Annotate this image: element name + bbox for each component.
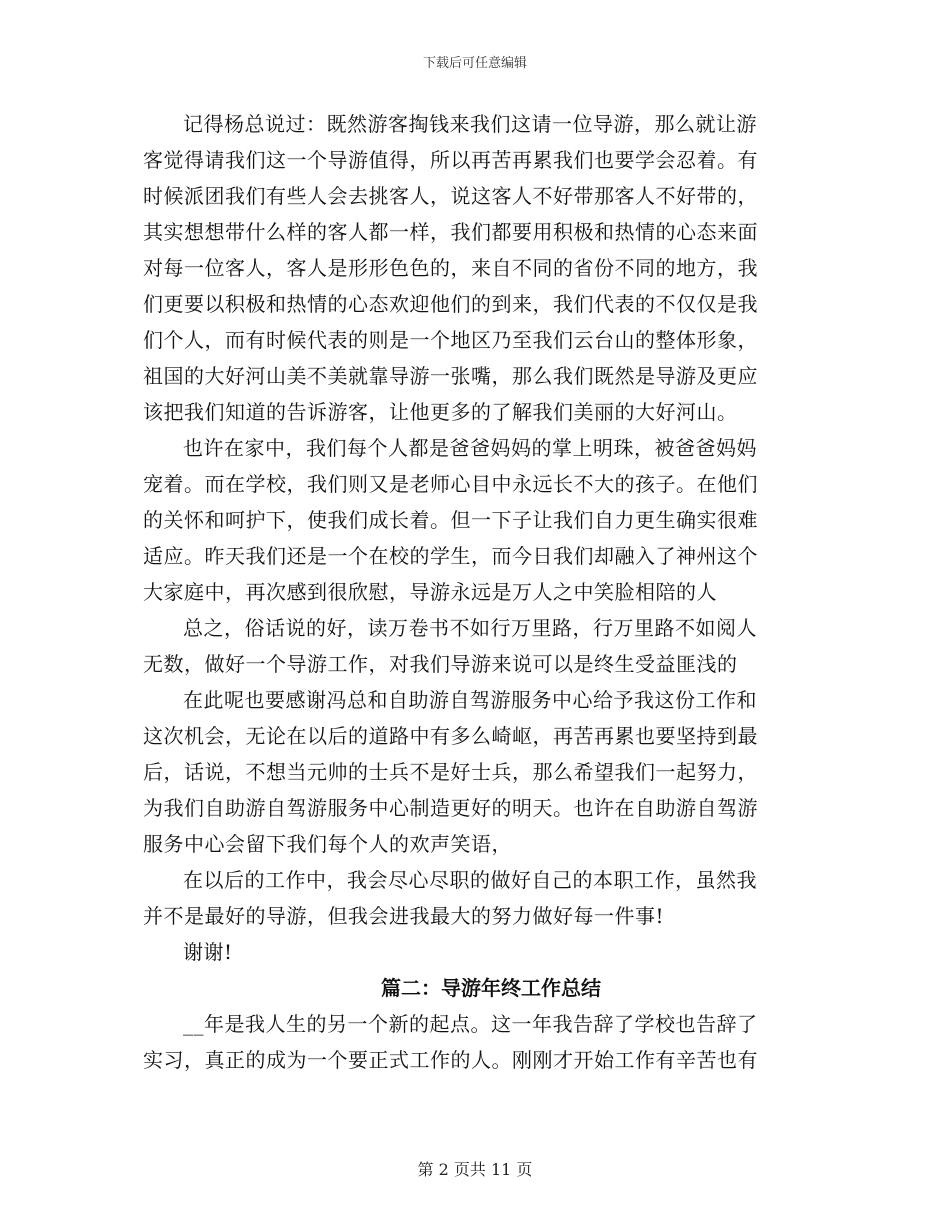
document-body xyxy=(143,106,799,1078)
text-line: 适应。昨天我们还是一个在校的学生，而今日我们却融入了神州这个 xyxy=(143,544,758,568)
section-two xyxy=(143,1006,799,1078)
text-line: 宠着。而在学校，我们则又是老师心目中永远长不大的孩子。在他们 xyxy=(143,472,758,496)
paragraph xyxy=(143,1006,799,1078)
text-line: 在以后的工作中，我会尽心尽职的做好自己的本职工作，虽然我 xyxy=(183,868,757,892)
page-header: 下载后可任意编辑 xyxy=(422,56,527,71)
text-line: 这次机会，无论在以后的道路中有多么崎岖，再苦再累也要坚持到最 xyxy=(143,724,758,748)
text-line: 总之，俗话说的好，读万卷书不如行万里路，行万里路不如阅人 xyxy=(183,616,757,640)
paragraph xyxy=(143,862,799,934)
section-one xyxy=(143,106,799,970)
text-line: 其实想想带什么样的客人都一样，我们都要用积极和热情的心态来面 xyxy=(143,220,758,244)
page-footer: 第 2 页共 11 页 xyxy=(417,1160,533,1179)
text-line: 对每一位客人，客人是形形色色的，来自不同的省份不同的地方，我 xyxy=(143,256,758,280)
text-line: 服务中心会留下我们每个人的欢声笑语， xyxy=(143,832,512,856)
paragraph xyxy=(143,682,799,862)
text-line: 该把我们知道的告诉游客，让他更多的了解我们美丽的大好河山。 xyxy=(143,400,738,424)
text-line: 大家庭中，再次感到很欣慰，导游永远是万人之中笑脸相陪的人 xyxy=(143,580,717,604)
text-line: 为我们自助游自驾游服务中心制造更好的明天。也许在自助游自驾游 xyxy=(143,796,758,820)
text-line: 们更要以积极和热情的心态欢迎他们的到来，我们代表的不仅仅是我 xyxy=(143,292,758,316)
paragraph xyxy=(143,106,799,430)
section-title: 篇二：导游年终工作总结 xyxy=(381,976,601,1000)
text-line: 在此呢也要感谢冯总和自助游自驾游服务中心给予我这份工作和 xyxy=(183,688,757,712)
text-line: 并不是最好的导游，但我会进我最大的努力做好每一件事! xyxy=(143,904,665,928)
text-line: 时候派团我们有些人会去挑客人，说这客人不好带那客人不好带的， xyxy=(143,184,758,208)
text-line: 谢谢! xyxy=(183,940,233,964)
text-line: 实习，真正的成为一个要正式工作的人。刚刚才开始工作有辛苦也有 xyxy=(143,1048,758,1072)
text-line: 无数，做好一个导游工作，对我们导游来说可以是终生受益匪浅的 xyxy=(143,652,738,676)
text-line: 记得杨总说过：既然游客掏钱来我们这请一位导游，那么就让游 xyxy=(183,112,757,136)
text-line: __年是我人生的另一个新的起点。这一年我告辞了学校也告辞了 xyxy=(183,1012,758,1036)
paragraph xyxy=(143,934,799,970)
text-line: 的关怀和呵护下，使我们成长着。但一下子让我们自力更生确实很难 xyxy=(143,508,758,532)
text-line: 也许在家中，我们每个人都是爸爸妈妈的掌上明珠，被爸爸妈妈 xyxy=(183,436,757,460)
text-line: 祖国的大好河山美不美就靠导游一张嘴，那么我们既然是导游及更应 xyxy=(143,364,758,388)
text-line: 客觉得请我们这一个导游值得，所以再苦再累我们也要学会忍着。有 xyxy=(143,148,758,172)
paragraph xyxy=(143,610,799,682)
text-line: 后，话说，不想当元帅的士兵不是好士兵，那么希望我们一起努力， xyxy=(143,760,758,784)
paragraph xyxy=(143,430,799,610)
text-line: 们个人，而有时候代表的则是一个地区乃至我们云台山的整体形象， xyxy=(143,328,758,352)
